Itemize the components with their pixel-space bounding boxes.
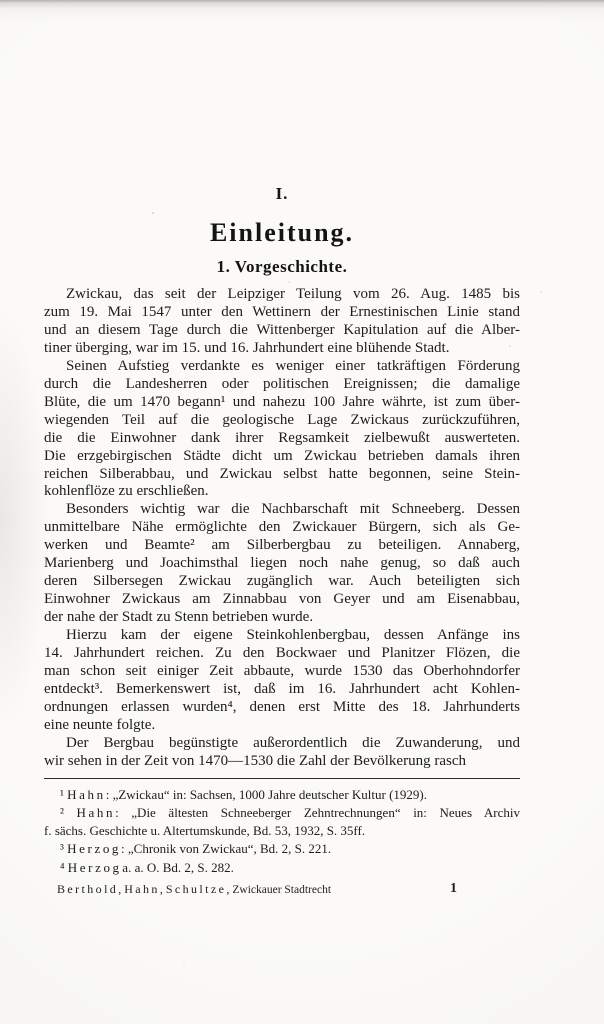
text-line: tiner überging, war im 15. und 16. Jahrhundert eine blühende Stadt. xyxy=(44,339,450,356)
footer-work-title: Zwickauer Stadtrecht xyxy=(232,883,332,896)
text-block xyxy=(44,184,520,898)
footnotes xyxy=(44,786,520,877)
text-line: wir sehen in der Zeit von 1470—1530 die Zahl der Bevölkerung rasch xyxy=(44,752,466,769)
text-line: Zwickau, das seit der Leipziger Teilung vom 26. Aug. 1485 bis xyxy=(66,286,520,302)
text-line: deren Silbersegen Zwickau zugänglich war. Auch beteiligten sich xyxy=(44,573,520,590)
text-line: ordnungen erlassen wurden⁴, denen erst Mitte des 18. Jahrhunderts xyxy=(44,698,520,715)
footer-authors: B e r t h o l d , H a h n , S c h u l t z e , xyxy=(57,881,230,896)
footer-signature xyxy=(44,881,520,898)
text-line: Seinen Aufstieg verdankte es weniger einer tatkräftigen Förderung xyxy=(66,357,520,374)
text-line: werken und Beamte² am Silberbergbau zu beteiligen. Annaberg, xyxy=(44,537,520,554)
text-line: Der Bergbau begünstigte außerordentlich die Zuwanderung, und xyxy=(66,734,520,751)
text-line: zum 19. Mai 1547 unter den Wettinern der Ernestinischen Linie stand xyxy=(44,303,520,320)
footnote-line: ³ H e r z o g : „Chronik von Zwickau“, Bd. 2, S. 221. xyxy=(60,841,332,857)
text-line: Einwohner Zwickaus am Zinnabbau von Geyer und am Eisenabbau, xyxy=(44,591,520,608)
text-line: Blüte, die um 1470 begann¹ und nahezu 100 Jahre währte, ist zum über- xyxy=(44,393,520,410)
text-line: wiegenden Teil auf die geologische Lage Zwickaus zurückzuführen, xyxy=(44,411,520,428)
text-line: der nahe der Stadt zu Stenn betrieben wurde. xyxy=(44,609,314,626)
footnote-line: f. sächs. Geschichte u. Altertumskunde, Bd. 53, 1932, S. 35ff. xyxy=(44,823,366,839)
page-footer xyxy=(44,881,520,898)
text-line: entdeckt³. Bemerkenswert ist, daß im 16. Jahrhundert acht Kohlen- xyxy=(44,680,520,697)
text-line: man schon seit einiger Zeit abbaute, wurde 1530 das Oberhohndorfer xyxy=(44,663,520,680)
text-line: 14. Jahrhundert reichen. Zu den Bockwaer und Planitzer Flözen, die xyxy=(44,645,520,662)
text-line: Die erzgebirgischen Städte dicht um Zwickau betrieben damals ihren xyxy=(44,447,520,464)
text-line: kohlenflöze zu erschließen. xyxy=(44,483,209,500)
section-heading: 1. Vorgeschichte. xyxy=(216,257,348,276)
text-line: durch die Landesherren oder politischen Ereignissen; die damalige xyxy=(44,375,520,392)
text-line: unmittelbare Nähe ermöglichte den Zwickauer Bürgern, sich als Ge- xyxy=(44,519,520,536)
text-line: und an diesem Tage durch die Wittenberger Kapitulation auf die Alber- xyxy=(44,321,520,338)
text-line: Hierzu kam der eigene Steinkohlenbergbau, dessen Anfänge ins xyxy=(66,627,520,644)
chapter-numeral: I. xyxy=(275,184,289,203)
footnote-line: ¹ H a h n : „Zwickau“ in: Sachsen, 1000 Jahre deutscher Kultur (1929). xyxy=(60,786,428,802)
footnote-divider xyxy=(44,778,520,779)
page-number: 1 xyxy=(450,880,457,896)
text-line: Marienberg und Joachimsthal liegen noch nahe genug, so daß auch xyxy=(44,555,520,572)
footnote-line: ⁴ H e r z o g a. a. O. Bd. 2, S. 282. xyxy=(60,859,234,875)
chapter-title: Einleitung. xyxy=(209,218,355,247)
text-line: reichen Silberabbau, und Zwickau selbst hatte begonnen, seine Stein- xyxy=(44,465,520,482)
footnote-line: ² H a h n : „Die ältesten Schneeberger Zehntrechnungen“ in: Neues Archiv xyxy=(60,804,520,820)
text-line: Besonders wichtig war die Nachbarschaft mit Schneeberg. Dessen xyxy=(66,501,520,518)
scan-specks xyxy=(0,0,2,2)
text-line: eine neunte folgte. xyxy=(44,716,156,733)
body-text xyxy=(44,286,520,771)
text-line: die die Einwohner dank ihrer Regsamkeit zielbewußt auswerteten. xyxy=(44,429,520,446)
